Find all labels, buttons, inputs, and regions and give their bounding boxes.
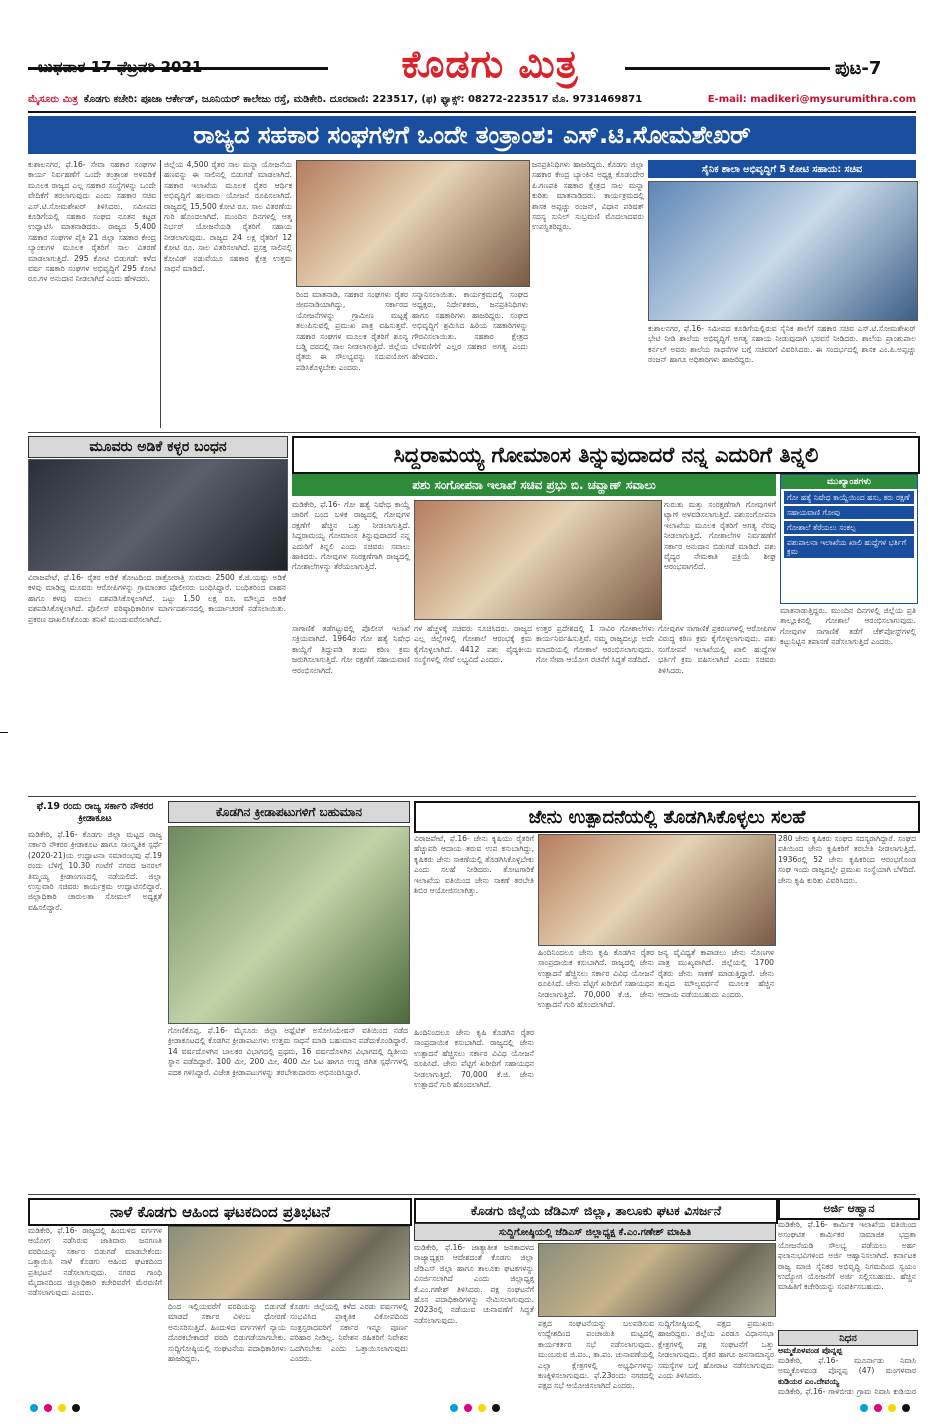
honey-headline: ಜೇನು ಉತ್ಪಾದನೆಯಲ್ಲಿ ತೊಡಗಿಸಿಕೊಳ್ಳಲು ಸಲಹೆ	[414, 801, 920, 833]
highlight-item: ಗೋ ಹತ್ಯೆ ನಿಷೇಧ ಕಾಯ್ದೆಯಿಂದ ಹಸು, ಕರು ರಕ್ಷಣೆ	[784, 491, 914, 504]
lead-column-1: ಕುಶಾಲನಗರ, ಫೆ.16- ಸೇವಾ ಸಹಕಾರ ಸಂಘಗಳ ಕಾರ್ಯ ನಿರ್ವಹಣೆಗೆ ಒಂದೇ ತಂತ್ರಾಂಶ ಅಳವಡಿಕೆ ಮೂಲಕ ರಾಜ್ಯದ ಎಲ್ಲ ಸಹಕಾರ ಸಂಸ್ಥೆಗಳನ್ನು ಒಂದೇ ವೇದಿಕೆಗೆ ತರಲಾಗುವುದು ಎಂದು ಸಹಕಾರ ಸಚಿವ ಎಸ್.ಟಿ.ಸೋಮಶೇಖರ್ ತಿಳಿಸಿದರು. ಸಮೀಪದ ಕೂಡಿಗೆಯಲ್ಲಿ ಸಹಕಾರ ಸಂಘದ ನೂತನ ಕಟ್ಟಡ ಉದ್ಘಾಟಿಸಿ ಮಾತನಾಡಿದರು. ರಾಜ್ಯದ 5,400 ಸಹಕಾರ ಸಂಘಗಳ ಪೈಕಿ 21 ಜಿಲ್ಲಾ ಸಹಕಾರ ಕೇಂದ್ರ ಬ್ಯಾಂಕುಗಳ ಮೂಲಕ ರೈತರಿಗೆ ಸಾಲ ವಿತರಣೆ ಮಾಡಲಾಗುತ್ತಿದೆ. 295 ಕೋಟಿ ಬಿಡುಗಡೆ: ಕಳೆದ ವರ್ಷ ಸಹಕಾರಿ ಸಂಘಗಳ ಅಭಿವೃದ್ಧಿಗೆ 295 ಕೋಟಿ ರೂ.ಗಳ ಅನುದಾನ ನೀಡಲಾಗಿದೆ ಎಂದು ಹೇಳಿದರು.	[28, 160, 156, 284]
obituary-name-2: ಕುಡಿಯರ ಎಂ.ದೇವಯ್ಯ	[778, 1377, 840, 1386]
yellow-dot	[888, 1404, 896, 1412]
employee-sports-headline: ಫೆ.19 ರಂದು ರಾಜ್ಯ ಸರ್ಕಾರಿ ನೌಕರರ ಕ್ರೀಡಾಕೂಟ	[36, 801, 154, 824]
cyan-dot	[450, 1404, 458, 1412]
minister-photo	[414, 500, 662, 620]
contact-bar	[28, 90, 916, 108]
highlights-title: ಮುಖ್ಯಾಂಶಗಳು	[781, 475, 917, 489]
issue-date: ಬುಧವಾರ 17 ಫೆಬ್ರವರಿ 2021	[38, 58, 203, 76]
yellow-dot	[58, 1404, 66, 1412]
highlight-item: ಗೋಶಾಲೆ ತೆರೆಯಲು ಸಂಕಲ್ಪ	[784, 521, 914, 534]
beef-bottom-1: ಸಾಗಾಣಿಕೆ ತಡೆಗಟ್ಟುವಲ್ಲಿ ಪೊಲೀಸ್ ಇಲಾಖೆ ಸಕ್ರಿಯವಾಗಿದೆ. 1964ರ ಗೋ ಹತ್ಯೆ ನಿಷೇಧ ಕಾಯ್ದೆಗೆ ತಿದ್ದುಪಡಿ ತಂದು ಕಠಿಣ ಕ್ರಮ ಜರುಗಿಸಲಾಗುತ್ತಿದೆ. ಗೋ ರಕ್ಷಣೆಗೆ ಸಹಾಯವಾಣಿ ಆರಂಭಿಸಲಾಗಿದೆ.	[292, 624, 410, 675]
athletes-headline: ಕೊಡಗಿನ ಕ್ರೀಡಾಪಟುಗಳಿಗೆ ಬಹುಮಾನ	[168, 801, 410, 823]
honey-photo	[538, 834, 776, 946]
protest-column-2: ದಿಂದ ಇಲ್ಲಿಯವರೆಗೆ ವರದಿಯನ್ನು ಬಿಡುಗಡೆ ಮಾಡದೆ ಸರ್ಕಾರ ವಿಳಂಬ ಧೋರಣೆ ಅನುಸರಿಸುತ್ತಿದೆ. ಹಿಂದುಳಿದ ವರ್ಗಗಳಿಗೆ ನ್ಯಾಯ ದೊರಕಬೇಕಾದರೆ ವರದಿ ಬಿಡುಗಡೆಯಾಗಬೇಕು. ಸುದ್ದಿಗೋಷ್ಠಿಯಲ್ಲಿ ಸಂಘಟನೆಯ ಪದಾಧಿಕಾರಿಗಳು ಹಾಜರಿದ್ದರು.	[168, 1302, 286, 1364]
honey-column-2: ಹಿಂದಿನಿಂದಲೂ ಜೇನು ಕೃಷಿ ಕೊಡಗಿನ ರೈತರ ಸಾಂಪ್ರದಾಯಿಕ ಕಸುಬಾಗಿದೆ. ರಾಜ್ಯದಲ್ಲಿ ಜೇನು ಉತ್ಪಾದನೆ ಹೆಚ್ಚಿಸಲು ಸರ್ಕಾರ ವಿವಿಧ ಯೋಜನೆ ರೂಪಿಸಿದೆ. ಜೇನು ಪೆಟ್ಟಿಗೆ ಖರೀದಿಗೆ ಸಹಾಯಧನ ನೀಡಲಾಗುತ್ತಿದೆ. 70,000 ಕೆ.ಜಿ. ಜೇನು ಉತ್ಪಾದನೆ ಗುರಿ ಹೊಂದಲಾಗಿದೆ.	[538, 948, 654, 1010]
athletes-photo	[168, 826, 410, 1024]
contact-rule	[28, 111, 916, 113]
lead-column-5: ಜನಪ್ರತಿನಿಧಿಗಳು ಹಾಜರಿದ್ದರು. ಕೊಡಗು ಜಿಲ್ಲಾ ಸಹಕಾರ ಕೇಂದ್ರ ಬ್ಯಾಂಕಿನ ಅಧ್ಯಕ್ಷ ಕೊಡಂದೇರ ಪಿ.ಗಣಪತಿ ಸಹಕಾರ ಕ್ಷೇತ್ರದ ಸಾಲ ಮನ್ನಾ ಕುರಿತು ಮಾತನಾಡಿದರು. ಕಾರ್ಯಕ್ರಮದಲ್ಲಿ ಶಾಸಕ ಅಪ್ಪಚ್ಚು ರಂಜನ್, ವಿಧಾನ ಪರಿಷತ್ ಸದಸ್ಯ ಸುನಿಲ್ ಸುಬ್ರಮಣಿ ಮೊದಲಾದವರು ಉಪಸ್ಥಿತರಿದ್ದರು.	[532, 160, 644, 232]
jds-column-3: ಸುದ್ದಿಗೋಷ್ಠಿಯಲ್ಲಿ ಪಕ್ಷದ ಪ್ರಮುಖರು ಹಾಜರಿದ್ದರು. ಜಿಲ್ಲೆಯ ಎರಡೂ ವಿಧಾನಸಭಾ ಕ್ಷೇತ್ರಗಳಲ್ಲಿ ಪಕ್ಷ ಸಂಘಟನೆಗೆ ಒತ್ತು ನೀಡಲಾಗುವುದು. ರೈತರ ಹಾಗೂ ಜನಸಾಮಾನ್ಯರ ಸಮಸ್ಯೆಗಳ ಬಗ್ಗೆ ಹೋರಾಟ ನಡೆಸಲಾಗುವುದು ಎಂದು ತಿಳಿಸಿದರು.	[658, 1319, 774, 1381]
jds-column-2: ಪಕ್ಷದ ಸಂಘಟನೆಯನ್ನು ಬಲಪಡಿಸುವ ಉದ್ದೇಶದಿಂದ ಪಂಚಾಯಿತಿ ಮಟ್ಟದಲ್ಲಿ ಕಾರ್ಯಕರ್ತರ ಸಭೆ ನಡೆಸಲಾಗುವುದು. ಮುಂಬರುವ ಜಿ.ಪಂ., ತಾ.ಪಂ. ಚುನಾವಣೆಯಲ್ಲಿ ಎಲ್ಲಾ ಕ್ಷೇತ್ರಗಳಲ್ಲಿ ಅಭ್ಯರ್ಥಿಗಳನ್ನು ಕಣಕ್ಕಿಳಿಸಲಾಗುವುದು. ಫೆ.23ರಂದು ನಗರದಲ್ಲಿ ಪಕ್ಷದ ಸಭೆ ಆಯೋಜಿಸಲಾಗಿದೆ ಎಂದರು.	[538, 1319, 654, 1391]
jds-photo	[538, 1243, 776, 1317]
highlights-box	[780, 474, 918, 604]
registration-marks-right	[860, 1404, 910, 1412]
obituary-text-1: ಮಡಿಕೇರಿ, ಫೆ.16- ಮೂರ್ನಾಡು ನಿವಾಸಿ ಅಮ್ಮಕೊಳವಂಡ ಪೊನ್ನಪ್ಪ (47) ಮಂಗಳವಾರ	[778, 1356, 916, 1376]
lead-column-3: ರಿಂದ ಮಾತನಾಡಿ, ಸಹಕಾರ ಸಂಘಗಳು ರೈತರ ಜೀವನಾಡಿಯಾಗಿದ್ದು, ಸರ್ಕಾರದ ಯೋಜನೆಗಳನ್ನು ಗ್ರಾಮೀಣ ಮಟ್ಟಕ್ಕೆ ತಲುಪಿಸುವಲ್ಲಿ ಪ್ರಮುಖ ಪಾತ್ರ ವಹಿಸುತ್ತವೆ. ಸಹಕಾರ ಸಂಘಗಳ ಮೂಲಕ ರೈತರಿಗೆ ಶೂನ್ಯ ಬಡ್ಡಿ ದರದಲ್ಲಿ ಸಾಲ ನೀಡಲಾಗುತ್ತಿದೆ. ಜಿಲ್ಲೆಯ ರೈತರು ಈ ಸೌಲಭ್ಯವನ್ನು ಸದುಪಯೋಗ ಪಡಿಸಿಕೊಳ್ಳಬೇಕು ಎಂದರು.	[296, 290, 408, 372]
magenta-dot	[464, 1404, 472, 1412]
beef-bottom-4: ಗೋವುಗಳ ಸಾಗಾಣಿಕೆ ಪ್ರಕರಣಗಳಲ್ಲಿ ಆರೋಪಿಗಳ ವಿರುದ್ಧ ಕಠಿಣ ಕ್ರಮ ಕೈಗೊಳ್ಳಲಾಗುವುದು. ಪಶು ಸಂಗೋಪನೆ ಇಲಾಖೆಯಲ್ಲಿ ಖಾಲಿ ಹುದ್ದೆಗಳ ಭರ್ತಿಗೆ ಕ್ರಮ ವಹಿಸಲಾಗಿದೆ ಎಂದು ಸಚಿವರು ತಿಳಿಸಿದರು.	[658, 624, 776, 675]
employee-sports-text: ಮಡಿಕೇರಿ, ಫೆ.16- ಕೊಡಗು ಜಿಲ್ಲಾ ಮಟ್ಟದ ರಾಜ್ಯ ಸರ್ಕಾರಿ ನೌಕರರ ಕ್ರೀಡಾಕೂಟ ಹಾಗೂ ಸಾಂಸ್ಕೃತಿಕ ಸ್ಪರ್ಧೆ (2020-21)ಯ ಉದ್ಘಾಟನಾ ಸಮಾರಂಭವು ಫೆ.19 ರಂದು ಬೆಳಿಗ್ಗೆ 10.30 ಗಂಟೆಗೆ ನಗರದ ಜನರಲ್ ತಿಮ್ಮಯ್ಯ ಕ್ರೀಡಾಂಗಣದಲ್ಲಿ ನಡೆಯಲಿದೆ. ಜಿಲ್ಲಾ ಉಸ್ತುವಾರಿ ಸಚಿವರು ಕಾರ್ಯಕ್ರಮ ಉದ್ಘಾಟಿಸಲಿದ್ದಾರೆ. ಜಿಲ್ಲಾಧಿಕಾರಿ ಚಾರುಲತಾ ಸೋಮಲ್ ಅಧ್ಯಕ್ಷತೆ ವಹಿಸಲಿದ್ದಾರೆ.	[28, 830, 162, 912]
cyan-dot	[860, 1404, 868, 1412]
brand-name: ಮೈಸೂರು ಮಿತ್ರ	[28, 93, 78, 105]
office-address: ಕೊಡಗು ಕಚೇರಿ: ಪೂಜಾ ಆರ್ಕೇಡ್, ಜೂನಿಯರ್ ಕಾಲೇಜು ರಸ್ತೆ, ಮಡಿಕೇರಿ. ದೂರವಾಣಿ: 223517, (ಫ) ಫ್ಯಾಕ್ಸ್: 08272-223517 ಮೊ. 9731469871	[83, 93, 643, 105]
lead-photo	[296, 160, 530, 287]
lead-headline: ರಾಜ್ಯದ ಸಹಕಾರ ಸಂಘಗಳಿಗೆ ಒಂದೇ ತಂತ್ರಾಂಶ: ಎಸ್.ಟಿ.ಸೋಮಶೇಖರ್	[28, 116, 916, 154]
highlight-item: ಪಶುಪಾಲನಾ ಇಲಾಖೆಯ ಖಾಲಿ ಹುದ್ದೆಗಳ ಭರ್ತಿಗೆ ಕ್ರಮ	[784, 536, 914, 558]
honey-column-4: 280 ಜೇನು ಕೃಷಿಕರು ಸಂಘದ ಸದಸ್ಯರಾಗಿದ್ದಾರೆ. ಸಂಘದ ವತಿಯಿಂದ ಜೇನು ಕೃಷಿಕರಿಗೆ ತರಬೇತಿ ನೀಡಲಾಗುತ್ತಿದೆ. 1936ರಲ್ಲಿ 52 ಜೇನು ಕೃಷಿಕರಿಂದ ಆರಂಭಗೊಂಡ ಸಂಘ ಇಂದು ರಾಜ್ಯದಲ್ಲೇ ಪ್ರಮುಖ ಸಂಸ್ಥೆಯಾಗಿ ಬೆಳೆದಿದೆ. ಜೇನು ಕೃಷಿ ಕುರಿತು ವಿವರಿಸಿದರು.	[778, 834, 916, 885]
honey-column-3: ಜನ್ಯ ವೈವಿಧ್ಯತೆ ಕಾಪಾಡಲು ಜೇನು ನೊಣಗಳ ಪಾತ್ರ ಮುಖ್ಯವಾಗಿದೆ. ಜಿಲ್ಲೆಯಲ್ಲಿ 1700 ರೈತರು ಜೇನು ಸಾಕಣೆ ಮಾಡುತ್ತಿದ್ದಾರೆ. ಜೇನು ತುಪ್ಪದ ಮೌಲ್ಯವರ್ಧನೆ ಮೂಲಕ ಹೆಚ್ಚಿನ ಆದಾಯ ಪಡೆಯಬಹುದು ಎಂದರು.	[658, 948, 774, 999]
protest-column-3: ಕೊಡಗು ಜಿಲ್ಲೆಯಲ್ಲಿ ಕಳೆದ ಎರಡು ವರ್ಷಗಳಲ್ಲಿ ಸಂಭವಿಸಿದ ಪ್ರಾಕೃತಿಕ ವಿಕೋಪದಿಂದ ಸಂತ್ರಸ್ತರಾದವರಿಗೆ ಸರ್ಕಾರ ಇನ್ನೂ ಪೂರ್ಣ ಪರಿಹಾರ ನೀಡಿಲ್ಲ. ನಿವೇಶನ ರಹಿತರಿಗೆ ನಿವೇಶನ ಒದಗಿಸಬೇಕು ಎಂದು ಒತ್ತಾಯಿಸಲಾಗುವುದು ಎಂದರು.	[290, 1302, 408, 1364]
applications-text: ಮಡಿಕೇರಿ, ಫೆ.16- ಕಾರ್ಮಿಕ ಇಲಾಖೆಯ ವತಿಯಿಂದ ಅಸಂಘಟಿತ ಕಾರ್ಮಿಕರ ಸಾಮಾಜಿಕ ಭದ್ರತಾ ಯೋಜನೆಯಡಿ ಸೌಲಭ್ಯ ಪಡೆಯಲು ಅರ್ಹ ಫಲಾನುಭವಿಗಳಿಂದ ಅರ್ಜಿ ಆಹ್ವಾನಿಸಲಾಗಿದೆ. ಕರ್ನಾಟಕ ರಾಜ್ಯ ಮಾಜಿ ಸೈನಿಕರ ಅಭಿವೃದ್ಧಿ ನಿಗಮದಿಂದ ಸ್ವಯಂ ಉದ್ಯೋಗ ಯೋಜನೆಗೆ ಅರ್ಜಿ ಸಲ್ಲಿಸಬಹುದು. ಹೆಚ್ಚಿನ ಮಾಹಿತಿಗೆ ಕಚೇರಿಯನ್ನು ಸಂಪರ್ಕಿಸಬಹುದು.	[778, 1220, 916, 1292]
lead-column-2: ಜಿಲ್ಲೆಯ 4,500 ರೈತರ ಸಾಲ ಮನ್ನಾ ಯೋಜನೆಯ ಹಣವನ್ನು ಈ ಸಾಲಿನಲ್ಲಿ ಬಿಡುಗಡೆ ಮಾಡಲಾಗಿದೆ. ಸಹಕಾರ ಇಲಾಖೆಯ ಮೂಲಕ ರೈತರ ಆರ್ಥಿಕ ಅಭಿವೃದ್ಧಿಗೆ ಹಲವಾರು ಯೋಜನೆ ರೂಪಿಸಲಾಗಿದೆ. ರಾಜ್ಯದಲ್ಲಿ 15,500 ಕೋಟಿ ರೂ. ಸಾಲ ವಿತರಣೆಯ ಗುರಿ ಹೊಂದಲಾಗಿದೆ. ಮುಂದಿನ ದಿನಗಳಲ್ಲಿ ಆತ್ಮ ನಿರ್ಭರ್ ಯೋಜನೆಯಡಿ ರೈತರಿಗೆ ಸಹಾಯ ನೀಡಲಾಗುವುದು. ರಾಜ್ಯದ 24 ಲಕ್ಷ ರೈತರಿಗೆ 12 ಕೋಟಿ ರೂ. ಸಾಲ ವಿತರಿಸಲಾಗಿದೆ. ಪ್ರಸಕ್ತ ಸಾಲಿನಲ್ಲಿ ಕೋವಿಡ್ ನಡುವೆಯೂ ಸಹಕಾರ ಕ್ಷೇತ್ರ ಉತ್ತಮ ಸಾಧನೆ ಮಾಡಿದೆ.	[164, 160, 292, 274]
arecanut-headline: ಮೂವರು ಅಡಿಕೆ ಕಳ್ಳರ ಬಂಧನ	[28, 436, 288, 458]
highlight-item: ಸಹಾಯವಾಣಿ ಗೋವು	[784, 506, 914, 519]
obituary-headline: ನಿಧನ	[778, 1330, 918, 1346]
arecanut-text: ವಿರಾಜಪೇಟೆ, ಫೆ.16- ರೈತರ ಅಡಿಕೆ ತೋಟದಿಂದ ರಾತ್ರೋರಾತ್ರಿ ಸುಮಾರು 2500 ಕೆ.ಜಿ.ಯಷ್ಟು ಅಡಿಕೆ ಕಳವು ಮಾಡಿದ್ದ ಮೂವರು ಆರೋಪಿಗಳನ್ನು ಗ್ರಾಮಾಂತರ ಪೊಲೀಸರು ಬಂಧಿಸಿದ್ದಾರೆ. ಬಂಧಿತರಿಂದ ವಾಹನ ಹಾಗೂ ಕಳವು ಮಾಲು ವಶಪಡಿಸಿಕೊಳ್ಳಲಾಗಿದೆ. ಒಟ್ಟು 1.50 ಲಕ್ಷ ರೂ. ಮೌಲ್ಯದ ಅಡಿಕೆ ವಶಪಡಿಸಿಕೊಳ್ಳಲಾಗಿದೆ. ಪೊಲೀಸ್ ವರಿಷ್ಠಾಧಿಕಾರಿಗಳ ಮಾರ್ಗದರ್ಶನದಲ್ಲಿ ಕಾರ್ಯಾಚರಣೆ ನಡೆಸಲಾಯಿತು. ಪ್ರಕರಣ ದಾಖಲಿಸಿಕೊಂಡು ತನಿಖೆ ಮುಂದುವರೆಸಲಾಗಿದೆ.	[28, 573, 286, 624]
column-divider	[160, 160, 161, 428]
contact-email: E-mail: madikeri@mysurumithra.com	[707, 93, 916, 105]
magenta-dot	[44, 1404, 52, 1412]
black-dot	[492, 1404, 500, 1412]
beef-headline: ಸಿದ್ದರಾಮಯ್ಯ ಗೋಮಾಂಸ ತಿನ್ನುವುದಾದರೆ ನನ್ನ ಎದುರಿಗೆ ತಿನ್ನಲಿ	[292, 436, 920, 474]
applications-headline: ಅರ್ಜಿ ಆಹ್ವಾನ	[778, 1198, 920, 1220]
registration-marks-left	[30, 1404, 80, 1412]
page-number: ಪುಟ-7	[835, 58, 882, 79]
section-divider	[28, 432, 916, 433]
obituary-name-1: ಅಮ್ಮಕೊಳವಂಡ ಪೊನ್ನಪ್ಪ	[778, 1346, 843, 1355]
cyan-dot	[30, 1404, 38, 1412]
protest-column-1: ಮಡಿಕೇರಿ, ಫೆ.16- ರಾಜ್ಯದಲ್ಲಿ ಹಿಂದುಳಿದ ವರ್ಗಗಳ ಆಯೋಗ ನಡೆಸಿರುವ ಜಾತಿವಾರು ಜನಗಣತಿ ವರದಿಯನ್ನು ಸರ್ಕಾರ ಬಿಡುಗಡೆ ಮಾಡಬೇಕೆಂದು ಒತ್ತಾಯಿಸಿ ನಾಳೆ ಕೊಡಗು ಆಹಿಂದ ಘಟಕದಿಂದ ಪ್ರತಿಭಟನೆ ನಡೆಸಲಾಗುವುದು. ನಗರದ ಗಾಂಧಿ ಮೈದಾನದಿಂದ ಜಿಲ್ಲಾಧಿಕಾರಿ ಕಚೇರಿವರೆಗೆ ಮೆರವಣಿಗೆ ನಡೆಸಲಾಗುವುದು ಎಂದರು.	[28, 1226, 162, 1298]
jds-column-1: ಮಡಿಕೇರಿ, ಫೆ.16- ಜಾತ್ಯಾತೀತ ಜನತಾದಳದ ರಾಜ್ಯಾಧ್ಯಕ್ಷರ ಆದೇಶದಂತೆ ಕೊಡಗು ಜಿಲ್ಲಾ ಜೆಡಿಎಸ್ ಜಿಲ್ಲಾ ಹಾಗೂ ತಾಲೂಕು ಘಟಕಗಳನ್ನು ವಿಸರ್ಜಿಸಲಾಗಿದೆ ಎಂದು ಜಿಲ್ಲಾಧ್ಯಕ್ಷ ಕೆ.ಎಂ.ಗಣೇಶ್ ತಿಳಿಸಿದರು. ಪಕ್ಷ ಸಂಘಟನೆಗೆ ಹೊಸ ಪದಾಧಿಕಾರಿಗಳನ್ನು ನೇಮಿಸಲಾಗುವುದು. 2023ರಲ್ಲಿ ನಡೆಯುವ ಚುನಾವಣೆಗೆ ಸಿದ್ಧತೆ ನಡೆಸಲಾಗುವುದು.	[414, 1243, 534, 1325]
honey-column-1b: ಹಿಂದಿನಿಂದಲೂ ಜೇನು ಕೃಷಿ ಕೊಡಗಿನ ರೈತರ ಸಾಂಪ್ರದಾಯಿಕ ಕಸುಬಾಗಿದೆ. ರಾಜ್ಯದಲ್ಲಿ ಜೇನು ಉತ್ಪಾದನೆ ಹೆಚ್ಚಿಸಲು ಸರ್ಕಾರ ವಿವಿಧ ಯೋಜನೆ ರೂಪಿಸಿದೆ. ಜೇನು ಪೆಟ್ಟಿಗೆ ಖರೀದಿಗೆ ಸಹಾಯಧನ ನೀಡಲಾಗುತ್ತಿದೆ. 70,000 ಕೆ.ಜಿ. ಜೇನು ಉತ್ಪಾದನೆ ಗುರಿ ಹೊಂದಲಾಗಿದೆ.	[414, 1028, 534, 1090]
protest-headline: ನಾಳೆ ಕೊಡಗು ಆಹಿಂದ ಘಟಕದಿಂದ ಪ್ರತಿಭಟನೆ	[28, 1198, 412, 1226]
section-divider	[28, 796, 916, 797]
section-divider	[28, 1194, 916, 1195]
obituary-text-2: ಮಡಿಕೇರಿ, ಫೆ.16- ಗಾಳಿಬೀಡು ಗ್ರಾಮ ನಿವಾಸಿ ಕುಡಿಯರ	[778, 1387, 916, 1396]
header-rule-right	[625, 67, 830, 70]
honey-column-1: ವಿರಾಜಪೇಟೆ, ಫೆ.16- ಜೇನು ಕೃಷಿಯು ರೈತರಿಗೆ ಹೆಚ್ಚುವರಿ ಆದಾಯ ತರುವ ಉಪ ಕಸುಬಾಗಿದ್ದು, ಕೃಷಿಕರು ಜೇನು ಸಾಕಣೆಯಲ್ಲಿ ತೊಡಗಿಸಿಕೊಳ್ಳಬೇಕು ಎಂದು ಸಲಹೆ ನೀಡಿದರು. ತೋಟಗಾರಿಕೆ ಇಲಾಖೆಯ ವತಿಯಿಂದ ಜೇನು ಸಾಕಣೆ ತರಬೇತಿ ಶಿಬಿರ ಆಯೋಜಿಸಲಾಗಿತ್ತು.	[414, 834, 534, 896]
black-dot	[902, 1404, 910, 1412]
black-dot	[72, 1404, 80, 1412]
athletes-text: ಗೋಣಿಕೊಪ್ಪ, ಫೆ.16- ಮೈಸೂರು ಜಿಲ್ಲಾ ಅಥ್ಲೆಟಿಕ್ ಅಸೋಸಿಯೇಷನ್ ವತಿಯಿಂದ ನಡೆದ ಕ್ರೀಡಾಕೂಟದಲ್ಲಿ ಕೊಡಗಿನ ಕ್ರೀಡಾಪಟುಗಳು ಉತ್ತಮ ಸಾಧನೆ ಮಾಡಿ ಬಹುಮಾನ ಪಡೆದುಕೊಂಡಿದ್ದಾರೆ. 14 ವರ್ಷದೊಳಗಿನ ಬಾಲಕರ ವಿಭಾಗದಲ್ಲಿ ಪ್ರಥಮ, 16 ವರ್ಷದೊಳಗಿನ ವಿಭಾಗದಲ್ಲಿ ದ್ವಿತೀಯ ಸ್ಥಾನ ಪಡೆದಿದ್ದಾರೆ. 100 ಮೀ, 200 ಮೀ, 400 ಮೀ ಓಟ ಹಾಗೂ ಉದ್ದ ಜಿಗಿತ ಸ್ಪರ್ಧೆಗಳಲ್ಲಿ ಪದಕ ಗಳಿಸಿದ್ದಾರೆ. ವಿಜೇತ ಕ್ರೀಡಾಪಟುಗಳನ್ನು ತರಬೇತುದಾರರು ಅಭಿನಂದಿಸಿದ್ದಾರೆ.	[168, 1026, 408, 1077]
jds-headline: ಕೊಡಗು ಜಿಲ್ಲೆಯ ಜೆಡಿಎಸ್ ಜಿಲ್ಲಾ, ತಾಲೂಕು ಘಟಕ ವಿಸರ್ಜನೆ	[414, 1198, 778, 1224]
arecanut-photo	[28, 459, 288, 571]
sainik-photo	[648, 181, 918, 321]
masthead-title: ಕೊಡಗು ಮಿತ್ರ	[401, 42, 579, 86]
fold-mark	[0, 732, 8, 733]
jds-subheadline: ಸುದ್ದಿಗೋಷ್ಠಿಯಲ್ಲಿ ಜೆಡಿಎಸ್ ಜಿಲ್ಲಾಧ್ಯಕ್ಷ ಕೆ.ಎಂ.ಗಣೇಶ್ ಮಾಹಿತಿ	[414, 1223, 776, 1241]
sainik-text: ಕುಶಾಲನಗರ, ಫೆ.16- ಸಮೀಪದ ಕೂಡಿಗೆಯಲ್ಲಿರುವ ಸೈನಿಕ ಶಾಲೆಗೆ ಸಹಕಾರ ಸಚಿವ ಎಸ್.ಟಿ.ಸೋಮಶೇಖರ್ ಭೇಟಿ ನೀಡಿ ಶಾಲೆಯ ಅಭಿವೃದ್ಧಿಗೆ ಅಗತ್ಯ ಸಹಾಯ ನೀಡುವುದಾಗಿ ಭರವಸೆ ನೀಡಿದರು. ಶಾಲೆಯ ಪ್ರಾಂಶುಪಾಲ ಕರ್ನಲ್ ಅವರು ಶಾಲೆಯ ಸಾಧನೆಗಳ ಬಗ್ಗೆ ಸಚಿವರಿಗೆ ವಿವರಿಸಿದರು. ಈ ಸಂದರ್ಭದಲ್ಲಿ ಶಾಸಕ ಎಂ.ಪಿ.ಅಪ್ಪಚ್ಚು ರಂಜನ್ ಹಾಗೂ ಅಧಿಕಾರಿಗಳು ಹಾಜರಿದ್ದರು.	[648, 324, 916, 365]
sainik-tagline: ಸೈನಿಕ ಶಾಲಾ ಅಭಿವೃದ್ಧಿಗೆ 5 ಕೋಟಿ ಸಹಾಯ: ಸಚಿವ	[648, 160, 916, 178]
lead-column-4: ಸನ್ಮಾನಿಸಲಾಯಿತು. ಕಾರ್ಯಕ್ರಮದಲ್ಲಿ ಸಂಘದ ಅಧ್ಯಕ್ಷರು, ನಿರ್ದೇಶಕರು, ಜನಪ್ರತಿನಿಧಿಗಳು ಹಾಗೂ ಸಹಕಾರಿಗಳು ಹಾಜರಿದ್ದರು. ಸಂಘದ ಅಭಿವೃದ್ಧಿಗೆ ಶ್ರಮಿಸಿದ ಹಿರಿಯ ಸಹಕಾರಿಗಳನ್ನು ಗೌರವಿಸಲಾಯಿತು. ಸಹಕಾರ ಕ್ಷೇತ್ರದ ಬೆಳವಣಿಗೆಗೆ ಎಲ್ಲರ ಸಹಕಾರ ಅಗತ್ಯ ಎಂದು ಹೇಳಿದರು.	[412, 290, 528, 362]
yellow-dot	[478, 1404, 486, 1412]
beef-bottom-3: ಉತ್ತರ ಪ್ರದೇಶದಲ್ಲಿ 1 ಸಾವಿರ ಗೋಶಾಲೆಗಳು ಕಾರ್ಯನಿರ್ವಹಿಸುತ್ತಿವೆ. ನಮ್ಮ ರಾಜ್ಯದಲ್ಲೂ ಅದೇ ಮಾದರಿಯಲ್ಲಿ ಗೋಶಾಲೆ ಆರಂಭಿಸಲಾಗುವುದು. ಗೋ ಸೇವಾ ಆಯೋಗ ರಚನೆಗೆ ಸಿದ್ಧತೆ ನಡೆದಿದೆ.	[536, 624, 654, 665]
magenta-dot	[874, 1404, 882, 1412]
registration-marks-center	[450, 1404, 500, 1412]
beef-column-1: ಮಡಿಕೇರಿ, ಫೆ.16- ಗೋ ಹತ್ಯೆ ನಿಷೇಧ ಕಾಯ್ದೆ ಜಾರಿಗೆ ಬಂದ ಬಳಿಕ ರಾಜ್ಯದಲ್ಲಿ ಗೋವುಗಳ ರಕ್ಷಣೆಗೆ ಹೆಚ್ಚಿನ ಒತ್ತು ನೀಡಲಾಗುತ್ತಿದೆ. ಸಿದ್ದರಾಮಯ್ಯ ಗೋಮಾಂಸ ತಿನ್ನುವುದಾದರೆ ನನ್ನ ಎದುರಿಗೆ ತಿನ್ನಲಿ ಎಂದು ಸಚಿವರು ಸವಾಲು ಹಾಕಿದರು. ಗೋವುಗಳ ಸಂರಕ್ಷಣೆಗಾಗಿ ರಾಜ್ಯದಲ್ಲಿ ಗೋಶಾಲೆಗಳನ್ನು ತೆರೆಯಲಾಗುತ್ತಿದೆ.	[292, 500, 410, 572]
beef-subheadline: ಪಶು ಸಂಗೋಪನಾ ಇಲಾಖೆ ಸಚಿವ ಪ್ರಭು ಬಿ. ಚವ್ಹಾಣ್ ಸವಾಲು	[292, 474, 776, 496]
protest-photo	[168, 1226, 410, 1300]
beef-bottom-2: ಗಳ ಹೆಚ್ಚಳಕ್ಕೆ ಸಚಿವರು ಸೂಚಿಸಿದರು. ರಾಜ್ಯದ ಎಲ್ಲ ಜಿಲ್ಲೆಗಳಲ್ಲಿ ಗೋಶಾಲೆ ಆರಂಭಕ್ಕೆ ಕ್ರಮ ಕೈಗೊಳ್ಳಲಾಗಿದೆ. 4412 ಪಶು ವೈದ್ಯಕೀಯ ಸಂಸ್ಥೆಗಳಲ್ಲಿ ಸೇವೆ ಲಭ್ಯವಿದೆ ಎಂದರು.	[414, 624, 532, 665]
beef-column-2: ಗುರುತು ಮತ್ತು ಸಂರಕ್ಷಣೆಗಾಗಿ ಗೋವುಗಳಿಗೆ ಟ್ಯಾಗ್ ಅಳವಡಿಸಲಾಗುತ್ತಿದೆ. ಪಶುಸಂಗೋಪನಾ ಇಲಾಖೆಯ ಮೂಲಕ ರೈತರಿಗೆ ಅಗತ್ಯ ನೆರವು ನೀಡಲಾಗುತ್ತಿದೆ. ಗೋಶಾಲೆಗಳ ನಿರ್ವಹಣೆಗೆ ಸರ್ಕಾರ ಅನುದಾನ ಬಿಡುಗಡೆ ಮಾಡಿದೆ. ಪಶು ವೈದ್ಯರ ನೇಮಕಾತಿ ಪ್ರಕ್ರಿಯೆ ಶೀಘ್ರ ಆರಂಭವಾಗಲಿದೆ.	[664, 500, 776, 572]
beef-column-3: ಮಾತನಾಡುತ್ತಿದ್ದರು. ಮುಂದಿನ ದಿನಗಳಲ್ಲಿ ಜಿಲ್ಲೆಯ ಪ್ರತಿ ತಾಲ್ಲೂಕಿನಲ್ಲಿ ಗೋಶಾಲೆ ಆರಂಭಿಸಲಾಗುವುದು. ಗೋವುಗಳ ಸಾಗಾಣಿಕೆ ತಡೆಗೆ ಚೆಕ್‌ಪೋಸ್ಟ್‌ಗಳಲ್ಲಿ ಕಟ್ಟುನಿಟ್ಟಿನ ತಪಾಸಣೆ ನಡೆಸಲಾಗುತ್ತಿದೆ ಎಂದರು.	[780, 606, 916, 647]
